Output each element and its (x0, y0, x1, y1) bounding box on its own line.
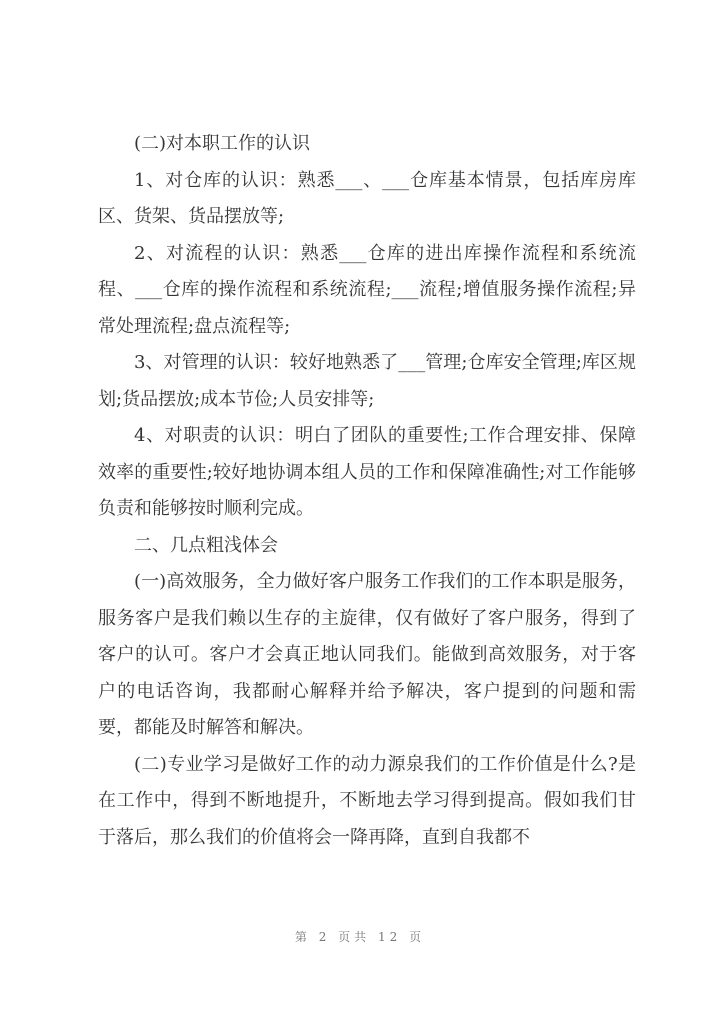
paragraph-process-understanding: 2、对流程的认识：熟悉___仓库的进出库操作流程和系统流程、___仓库的操作流程和系统流程;___流程;增值服务操作流程;异常处理流程;盘点流程等; (98, 242, 636, 337)
section-heading-experiences: 二、几点粗浅体会 (134, 534, 278, 556)
page-number-footer: 第 2 页共 12 页 (294, 930, 426, 944)
paragraph-responsibility-understanding: 4、对职责的认识：明白了团队的重要性;工作合理安排、保障效率的重要性;较好地协调本组人员的工作和保障准确性;对工作能够负责和能够按时顺利完成。 (98, 425, 636, 519)
section-heading-job-understanding: (二)对本职工作的认识 (134, 133, 311, 154)
paragraph-warehouse-understanding: 1、对仓库的认识：熟悉___、___仓库基本情景，包括库房库区、货架、货品摆放等; (98, 169, 636, 227)
paragraph-efficient-service: (一)高效服务，全力做好客户服务工作我们的工作本职是服务，服务客户是我们赖以生存的主旋律，仅有做好了客户服务，得到了客户的认可。客户才会真正地认同我们。能做到高效服务，对于客户的电话咨询，我都耐心解释并给予解决，客户提到的问题和需要，都能及时解答和解决。 (98, 571, 636, 738)
paragraph-professional-learning: (二)专业学习是做好工作的动力源泉我们的工作价值是什么?是在工作中，得到不断地提升，不断地去学习得到提高。假如我们甘于落后，那么我们的价值将会一降再降，直到自我都不 (98, 753, 636, 848)
document-body (98, 126, 636, 856)
paragraph-management-understanding: 3、对管理的认识：较好地熟悉了___管理;仓库安全管理;库区规划;货品摆放;成本节俭;人员安排等; (98, 352, 636, 410)
